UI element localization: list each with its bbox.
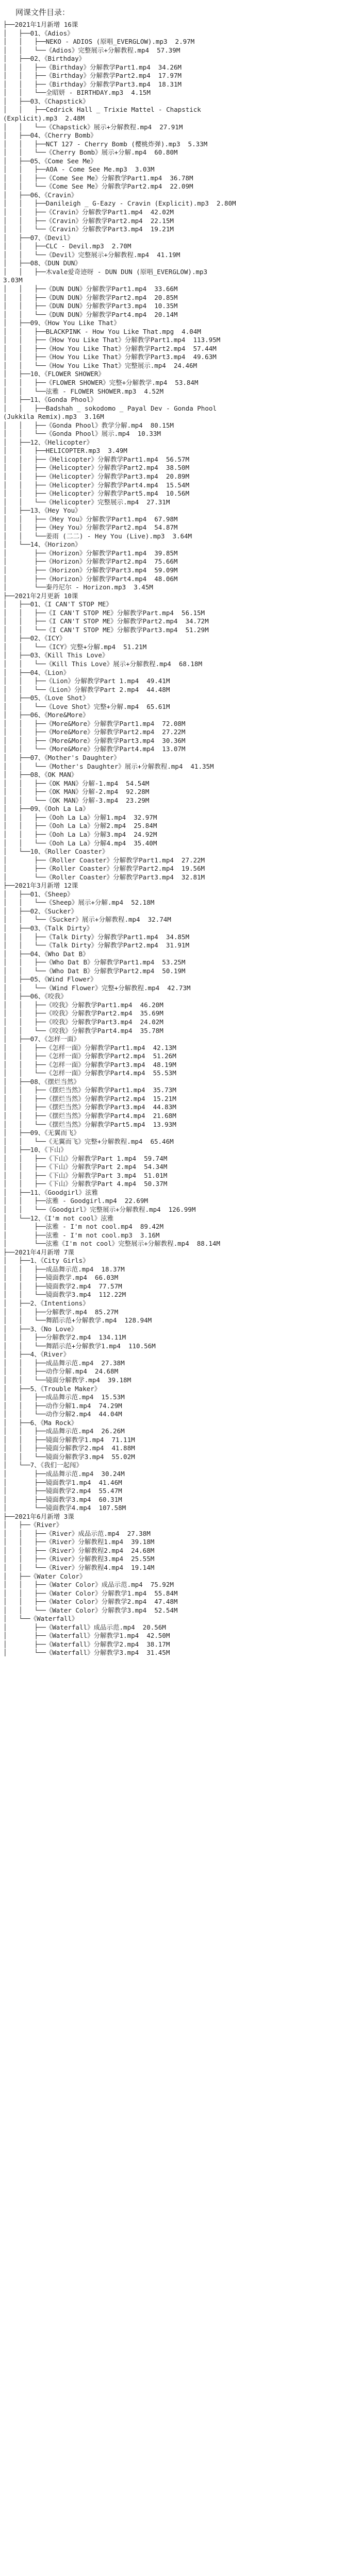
tree-line: │ ├──05、《Come See Me》 bbox=[3, 157, 97, 165]
tree-line: │ │ ├──Cedrick Hall _ Trixie Mattel - Chapstick bbox=[3, 106, 201, 114]
tree-line: │ │ └──《How You Like That》完整展示.mp4 24.46M bbox=[3, 361, 198, 369]
tree-line: │ │ └──动作分解2.mp4 44.04M bbox=[3, 1410, 122, 1418]
tree-line: │ │ └──《咬我》分解教学Part4.mp4 35.78M bbox=[3, 1026, 163, 1035]
tree-line: │ ├──04、《Who Dat B》 bbox=[3, 950, 89, 958]
tree-line: │ ├──04、《Lion》 bbox=[3, 668, 70, 676]
tree-line: │ │ ├──《DUN DUN》分解教学Part2.mp4 20.85M bbox=[3, 293, 178, 301]
tree-line: │ │ └──《Wind Flower》完整+分解教程.mp4 42.73M bbox=[3, 984, 191, 992]
tree-line: │ │ ├──BLACKPINK - How You Like That.mpg 4.04M bbox=[3, 327, 201, 335]
tree-line: │ │ └──《摆烂当然》分解教学Part5.mp4 13.93M bbox=[3, 1120, 176, 1128]
tree-line: │ │ ├──泫雅 - Goodgirl.mp4 22.69M bbox=[3, 1197, 148, 1205]
tree-line: │ ├──《River》 bbox=[3, 1521, 63, 1529]
tree-line: │ │ └──《More&More》分解教学Part4.mp4 13.07M bbox=[3, 745, 186, 753]
tree-line: │ ├──成品舞示范.mp4 30.24M bbox=[3, 1469, 125, 1478]
tree-line: │ ├──09、《Ooh La La》 bbox=[3, 805, 89, 813]
tree-line: │ │ ├──《怎样一面》分解教学Part3.mp4 48.19M bbox=[3, 1060, 176, 1069]
tree-line: │ │ ├──《Hey You》分解教学Part2.mp4 54.87M bbox=[3, 523, 178, 532]
tree-line: │ ├──11、《Gonda Phool》 bbox=[3, 396, 97, 404]
document-title: 网课文件目录： bbox=[15, 8, 70, 17]
tree-line: │ │ └──《OK MAN》分解-3.mp4 23.29M bbox=[3, 796, 150, 804]
tree-line: │ │ ├──《Helicopter》分解教学Part2.mp4 38.50M bbox=[3, 464, 189, 472]
tree-line: │ │ ├──《Gonda Phool》教学分解.mp4 80.15M bbox=[3, 421, 174, 429]
tree-line: │ ├──03、《Talk Dirty》 bbox=[3, 924, 93, 932]
tree-line: │ ├──《Waterfall》成品示范.mp4 20.56M bbox=[3, 1623, 166, 1631]
tree-line: │ ├──镜面教学1.mp4 41.46M bbox=[3, 1478, 122, 1486]
tree-line: │ │ ├──《More&More》分解教学Part2.mp4 27.22M bbox=[3, 728, 186, 736]
tree-line: │ ├──《Roller Coaster》分解教学Part2.mp4 19.56M bbox=[3, 865, 205, 873]
tree-line: │ ├──10、《下山》 bbox=[3, 1146, 67, 1154]
tree-line: 3.03M bbox=[3, 276, 23, 284]
tree-line: │ │ ├──《下山》分解教学Part 2.mp4 54.34M bbox=[3, 1163, 168, 1171]
tree-line: │ ├──03、《Kill This Love》 bbox=[3, 651, 109, 659]
tree-line: │ ├──《Horizon》分解教学Part1.mp4 39.85M bbox=[3, 549, 178, 557]
tree-line: ├──2021年1月新增 16课 bbox=[3, 21, 78, 28]
tree-line: │ ├──03、《Chapstick》 bbox=[3, 97, 89, 105]
tree-line: │ │ ├──《OK MAN》分解-2.mp4 92.28M bbox=[3, 788, 150, 796]
tree-line: │ │ ├──《摆烂当然》分解教学Part3.mp4 44.83M bbox=[3, 1103, 176, 1111]
tree-line: │ │ ├──镜面分解教学2.mp4 41.88M bbox=[3, 1444, 135, 1452]
tree-line: │ │ ├──镜面教学2.mp4 77.57M bbox=[3, 1282, 122, 1290]
tree-line: │ │ ├──AOA - Come See Me.mp3 3.03M bbox=[3, 165, 155, 174]
tree-line: │ ├──04、《Cherry Bomb》 bbox=[3, 131, 97, 140]
tree-line: │ │ └──《Chapstick》展示+分解教程.mp4 27.91M bbox=[3, 123, 183, 131]
tree-line: │ ├──09、《无翼而飞》 bbox=[3, 1129, 80, 1137]
tree-line: │ ├──02、《ICY》 bbox=[3, 634, 66, 642]
tree-line: │ │ └──《Goodgirl》完整展示+分解教程.mp4 126.99M bbox=[3, 1206, 196, 1214]
tree-line: │ │ ├──《怎样一面》分解教学Part1.mp4 42.13M bbox=[3, 1043, 176, 1052]
tree-line: │ │ └──舞蹈示范+分解教学1.mp4 110.56M bbox=[3, 1342, 156, 1350]
tree-line: │ ├──4、《River》 bbox=[3, 1350, 70, 1359]
tree-line: │ │ ├──《Helicopter》分解教学Part1.mp4 56.57M bbox=[3, 455, 189, 463]
tree-line: (Explicit).mp3 2.48M bbox=[3, 114, 85, 123]
tree-line: │ ├──08、《DUN DUN》 bbox=[3, 259, 81, 267]
tree-line: │ │ ├──《Helicopter》分解教学Part5.mp4 10.56M bbox=[3, 489, 189, 498]
tree-line: │ │ └──《Sheep》展示+分解.mp4 52.18M bbox=[3, 899, 155, 907]
tree-line: │ ├──08、《摆烂当然》 bbox=[3, 1077, 80, 1086]
tree-line: │ ├──02、《Birthday》 bbox=[3, 55, 86, 63]
tree-line: │ │ └──镜面分解教学3.mp4 55.02M bbox=[3, 1452, 135, 1461]
tree-line: │ │ ├──成品舞示范.mp4 27.38M bbox=[3, 1359, 125, 1367]
tree-line: │ │ ├──镜面教学.mp4 66.03M bbox=[3, 1274, 119, 1282]
tree-line: │ │ ├──《下山》分解教学Part 4.mp4 50.37M bbox=[3, 1180, 168, 1188]
tree-line: │ │ ├──《DUN DUN》分解教学Part1.mp4 33.66M bbox=[3, 284, 178, 293]
tree-line: │ ├──《Roller Coaster》分解教学Part1.mp4 27.22M bbox=[3, 856, 205, 864]
tree-line: │ ├──11、《Goodgirl》泫雅 bbox=[3, 1188, 99, 1196]
tree-line: ├──2021年4月新增 7课 bbox=[3, 1248, 74, 1256]
tree-line: │ │ └──《Who Dat B》分解教学Part2.mp4 50.19M bbox=[3, 967, 186, 975]
tree-line: │ ├──5、《Trouble Maker》 bbox=[3, 1384, 101, 1393]
tree-line: │ │ └──《Adios》完整展示+分解教程.mp4 57.39M bbox=[3, 46, 180, 54]
tree-line: │ │ └──《Ooh La La》分解4.mp4 35.40M bbox=[3, 839, 157, 847]
tree-line: │ │ ├──《Come See Me》分解教学Part1.mp4 36.78M bbox=[3, 174, 193, 182]
tree-line: │ ├──《Waterfall》分解教学1.mp4 42.50M bbox=[3, 1632, 170, 1640]
tree-line: │ │ ├──《摆烂当然》分解教学Part2.mp4 15.21M bbox=[3, 1094, 176, 1103]
tree-line: │ ├──06、《咬我》 bbox=[3, 992, 67, 1001]
tree-line: │ │ └──《无翼而飞》完整+分解教程.mp4 65.46M bbox=[3, 1137, 174, 1145]
tree-line: │ ├──07、《Mother's Daughter》 bbox=[3, 754, 120, 762]
tree-line: │ │ └──《Talk Dirty》分解教学Part2.mp4 31.91M bbox=[3, 941, 189, 950]
tree-line: │ ├──06、《More&More》 bbox=[3, 711, 89, 719]
tree-line: │ │ └──《ICY》完整+分解.mp4 51.21M bbox=[3, 642, 147, 651]
tree-line: │ │ └──《DUN DUN》分解教学Part4.mp4 20.14M bbox=[3, 310, 178, 318]
tree-line: │ │ ├──《摆烂当然》分解教学Part4.mp4 21.68M bbox=[3, 1112, 176, 1120]
tree-line: │ │ └──《Gonda Phool》展示.mp4 10.33M bbox=[3, 430, 161, 438]
tree-line: │ │ ├──NEKO - ADIOS (原唱_EVERGLOW).mp3 2.97M bbox=[3, 38, 195, 46]
tree-line: │ │ ├──《Ooh La La》分解1.mp4 32.97M bbox=[3, 813, 157, 821]
tree-line: ├──2021年3月新增 12课 bbox=[3, 882, 78, 890]
tree-line: │ │ └──《River》分解教程4.mp4 19.14M bbox=[3, 1563, 155, 1571]
tree-line: │ │ ├──《River》分解教程2.mp4 24.68M bbox=[3, 1546, 155, 1554]
tree-line: │ │ ├──《More&More》分解教学Part3.mp4 30.36M bbox=[3, 736, 186, 744]
tree-line: │ └──7、《我们一起闯》 bbox=[3, 1461, 83, 1469]
tree-line: │ │ └──镜面分解教学.mp4 39.18M bbox=[3, 1376, 132, 1384]
tree-line: │ ├──3、《No Love》 bbox=[3, 1325, 78, 1333]
tree-line: │ ├──01、《Sheep》 bbox=[3, 890, 74, 898]
tree-line: │ │ └──《I CAN'T STOP ME》分解教学Part3.mp4 51.29M bbox=[3, 625, 209, 634]
tree-line: │ │ ├──《How You Like That》分解教学Part3.mp4 49.63M bbox=[3, 353, 217, 361]
tree-line: │ │ ├──《Birthday》分解教学Part2.mp4 17.97M bbox=[3, 72, 182, 80]
tree-line: │ │ ├──《咬我》分解教学Part2.mp4 35.69M bbox=[3, 1009, 163, 1018]
tree-line: │ ├──10、《FLOWER SHOWER》 bbox=[3, 370, 105, 378]
tree-line: │ │ ├──《River》分解教程1.mp4 39.18M bbox=[3, 1538, 155, 1546]
tree-line: │ │ └──《Sucker》展示+分解教程.mp4 32.74M bbox=[3, 916, 171, 924]
tree-line: │ ├──07、《怎样一面》 bbox=[3, 1035, 80, 1043]
tree-line: │ │ ├──《咬我》分解教学Part3.mp4 24.02M bbox=[3, 1018, 163, 1026]
tree-line: │ │ └──《Lion》分解教学Part 2.mp4 44.48M bbox=[3, 685, 170, 693]
tree-line: │ └──14、《Horizon》 bbox=[3, 540, 81, 549]
tree-line: │ ├──13、《Hey You》 bbox=[3, 506, 81, 515]
tree-line: ├──2021年2月更新 10课 bbox=[3, 591, 78, 600]
tree-line: │ │ ├──《Helicopter》分解教学Part4.mp4 15.54M bbox=[3, 481, 189, 489]
tree-line: │ │ └──《Devil》完整展示+分解教程.mp4 41.19M bbox=[3, 250, 180, 259]
tree-line: │ │ └──镜面教学3.mp4 112.22M bbox=[3, 1291, 126, 1299]
tree-line: │ │ └──《Mother's Daughter》展示+分解教程.mp4 41.35M bbox=[3, 762, 214, 770]
tree-line: │ ├──05、《Love Shot》 bbox=[3, 694, 89, 702]
file-tree bbox=[3, 21, 361, 1657]
tree-line: │ ├──07、《Devil》 bbox=[3, 233, 74, 242]
tree-line: │ │ ├──《Ooh La La》分解2.mp4 25.84M bbox=[3, 822, 157, 830]
tree-line: │ │ ├──HELICOPTER.mp3 3.49M bbox=[3, 447, 127, 455]
tree-line: │ │ ├──《OK MAN》分解-1.mp4 54.54M bbox=[3, 779, 150, 787]
tree-line: │ │ ├──分解教学2.mp4 134.11M bbox=[3, 1333, 126, 1342]
tree-line: ├──2021年6月新增 3课 bbox=[3, 1512, 74, 1520]
tree-line: │ │ ├──《River》分解教程3.mp4 25.55M bbox=[3, 1555, 155, 1563]
tree-line: │ ├──01、《Adios》 bbox=[3, 29, 74, 37]
tree-line: │ │ ├──动作分解.mp4 24.68M bbox=[3, 1367, 119, 1376]
tree-line: │ │ ├──《Water Color》分解教学2.mp4 47.48M bbox=[3, 1598, 178, 1606]
tree-line: │ │ ├──《River》成品示范.mp4 27.38M bbox=[3, 1529, 151, 1537]
tree-line: │ │ ├──《How You Like That》分解教学Part2.mp4 57.44M bbox=[3, 344, 217, 352]
tree-line: │ ├──1、《City Girls》 bbox=[3, 1257, 89, 1265]
tree-line: │ │ ├──《Ooh La La》分解3.mp4 24.92M bbox=[3, 830, 157, 838]
tree-line: │ ├──《Horizon》分解教学Part4.mp4 48.06M bbox=[3, 574, 178, 583]
tree-line: │ │ └──《Water Color》分解教学3.mp4 52.54M bbox=[3, 1606, 178, 1614]
tree-line: │ ├──06、《Cravin》 bbox=[3, 191, 78, 199]
tree-line: │ │ ├──《Birthday》分解教学Part3.mp4 18.31M bbox=[3, 80, 182, 88]
tree-line: │ ├──08、《OK MAN》 bbox=[3, 771, 78, 779]
tree-line: │ │ ├──《I CAN'T STOP ME》分解教学Part2.mp4 34.72M bbox=[3, 617, 209, 625]
tree-line: │ │ └──全昭妍 - BIRTHDAY.mp3 4.15M bbox=[3, 89, 151, 97]
tree-line: │ │ ├──《怎样一面》分解教学Part2.mp4 51.26M bbox=[3, 1052, 176, 1060]
tree-line: │ │ ├──《Helicopter》分解教学Part3.mp4 20.89M bbox=[3, 472, 189, 480]
tree-line: │ ├──02、《Sucker》 bbox=[3, 907, 78, 915]
tree-line: │ │ ├──分解教学.mp4 85.27M bbox=[3, 1308, 119, 1316]
tree-line: │ │ └──《Come See Me》分解教学Part2.mp4 22.09M bbox=[3, 182, 193, 191]
tree-line: │ │ └──《Kill This Love》展示+分解教程.mp4 68.18M bbox=[3, 660, 202, 668]
tree-line: │ │ └──《怎样一面》分解教学Part4.mp4 55.53M bbox=[3, 1069, 176, 1077]
tree-line: │ │ ├──《Water Color》成品示范.mp4 75.92M bbox=[3, 1581, 174, 1589]
tree-line: │ ├──镜面教学2.mp4 55.47M bbox=[3, 1487, 122, 1495]
tree-line: │ │ ├──成品舞示范.mp4 26.26M bbox=[3, 1427, 125, 1435]
tree-line: │ ├──6、《Ma Rock》 bbox=[3, 1418, 78, 1427]
tree-line: │ └──《Waterfall》 bbox=[3, 1615, 78, 1623]
tree-line: │ ├──泫雅 - I'm not cool.mp4 89.42M bbox=[3, 1223, 163, 1231]
tree-line: │ │ ├──《Birthday》分解教学Part1.mp4 34.26M bbox=[3, 63, 182, 71]
tree-line: │ ├──《Horizon》分解教学Part2.mp4 75.66M bbox=[3, 557, 178, 566]
tree-line: │ │ ├──《More&More》分解教学Part1.mp4 72.08M bbox=[3, 719, 186, 727]
tree-line: │ │ ├──《Cravin》分解教学Part2.mp4 22.15M bbox=[3, 216, 174, 225]
tree-line: │ │ └──舞蹈示范+分解教学.mp4 128.94M bbox=[3, 1316, 152, 1325]
tree-line: │ │ ├──《How You Like That》分解教学Part1.mp4 113.95M bbox=[3, 336, 221, 344]
tree-line: │ │ ├──《摆烂当然》分解教学Part1.mp4 35.73M bbox=[3, 1086, 176, 1094]
tree-line: │ │ └──泫雅 - FLOWER SHOWER.mp3 4.52M bbox=[3, 387, 163, 395]
tree-line: │ │ ├──《Cravin》分解教学Part1.mp4 42.02M bbox=[3, 208, 174, 216]
tree-line: │ ├──09、《How You Like That》 bbox=[3, 319, 120, 327]
tree-line: │ ├──镜面教学3.mp4 60.31M bbox=[3, 1495, 122, 1503]
tree-line: │ │ ├──动作分解1.mp4 74.29M bbox=[3, 1401, 122, 1410]
tree-line: │ └──镜面教学4.mp4 107.58M bbox=[3, 1504, 126, 1512]
tree-line: │ │ └──姜雨 (二二) - Hey You (Live).mp3 3.64M bbox=[3, 532, 192, 540]
tree-line: │ │ ├──Danileigh _ G-Eazy - Cravin (Explicit).mp3 2.80M bbox=[3, 199, 236, 208]
tree-line: │ │ ├──CLC - Devil.mp3 2.70M bbox=[3, 242, 132, 250]
tree-line: │ └──10、《Roller Coaster》 bbox=[3, 848, 109, 856]
tree-line: │ ├──《Horizon》分解教学Part3.mp4 59.09M bbox=[3, 566, 178, 574]
tree-line: │ │ ├──镜面分解教学1.mp4 71.11M bbox=[3, 1435, 135, 1444]
tree-line: │ │ ├──成品舞示范.mp4 18.37M bbox=[3, 1265, 125, 1273]
tree-line: │ │ ├──《Who Dat B》分解教学Part1.mp4 53.25M bbox=[3, 958, 186, 967]
tree-line: │ ├──《Water Color》 bbox=[3, 1572, 86, 1580]
tree-line: │ │ ├──《Talk Dirty》分解教学Part1.mp4 34.85M bbox=[3, 933, 189, 941]
tree-line: │ ├──2、《Intentions》 bbox=[3, 1299, 89, 1308]
tree-line: │ ├──12、《Helicopter》 bbox=[3, 438, 93, 446]
tree-line: │ ├──《Waterfall》分解教学2.mp4 38.17M bbox=[3, 1640, 170, 1648]
tree-line: │ ├──05、《Wind Flower》 bbox=[3, 975, 97, 984]
tree-line: │ │ └──《Cherry Bomb》展示+分解.mp4 60.80M bbox=[3, 148, 178, 157]
tree-line: │ │ ├──《咬我》分解教学Part1.mp4 46.20M bbox=[3, 1001, 163, 1009]
tree-line: │ │ └──《Helicopter》完整展示.mp4 27.31M bbox=[3, 498, 170, 506]
tree-line: │ └──秦丹尼尔 - Horizon.mp3 3.45M bbox=[3, 583, 153, 591]
tree-line: │ │ ├──Badshah _ sokodomo _ Payal Dev - Gonda Phool bbox=[3, 404, 217, 412]
tree-line: │ │ └──《Love Shot》完整+分解.mp4 65.61M bbox=[3, 702, 170, 710]
tree-line: │ │ ├──《Water Color》分解教学1.mp4 55.84M bbox=[3, 1589, 178, 1597]
tree-line: │ │ ├──成品舞示范.mp4 15.53M bbox=[3, 1393, 125, 1401]
tree-line: (Jukkila Remix).mp3 3.16M bbox=[3, 413, 104, 421]
tree-line: │ │ ├──《下山》分解教学Part 3.mp4 51.01M bbox=[3, 1171, 168, 1179]
tree-line: │ │ ├──《FLOWER SHOWER》完整+分解教学.mp4 53.84M bbox=[3, 378, 199, 386]
tree-line: │ └──12、《I'm not cool》泫雅 bbox=[3, 1214, 114, 1222]
tree-line: │ │ ├──《Hey You》分解教学Part1.mp4 67.98M bbox=[3, 515, 178, 523]
tree-line: │ │ ├──NCT 127 - Cherry Bomb (樱桃炸弹).mp3 5.33M bbox=[3, 140, 208, 148]
tree-line: │ │ ├──木vale爱奇迹呀 - DUN DUN (原唱_EVERGLOW).mp3 bbox=[3, 267, 208, 276]
tree-line: │ │ └──《Cravin》分解教学Part3.mp4 19.21M bbox=[3, 225, 174, 233]
tree-line: │ └──《Roller Coaster》分解教学Part3.mp4 32.81M bbox=[3, 873, 205, 881]
tree-line: │ └──泫雅《I'm not cool》完整展示+分解教程.mp4 88.14M bbox=[3, 1240, 220, 1248]
tree-line: │ ├──01、《I CAN'T STOP ME》 bbox=[3, 600, 112, 608]
tree-line: │ └──《Waterfall》分解教学3.mp4 31.45M bbox=[3, 1649, 170, 1657]
tree-line: │ │ ├──《下山》分解教学Part 1.mp4 59.74M bbox=[3, 1154, 168, 1162]
tree-line: │ │ ├──《Lion》分解教学Part 1.mp4 49.41M bbox=[3, 677, 170, 685]
tree-line: │ ├──泫雅 - I'm not cool.mp3 3.16M bbox=[3, 1231, 160, 1239]
tree-line: │ │ ├──《DUN DUN》分解教学Part3.mp4 10.35M bbox=[3, 302, 178, 310]
tree-line: │ │ ├──《I CAN'T STOP ME》分解教学Part.mp4 56.15M bbox=[3, 608, 205, 617]
